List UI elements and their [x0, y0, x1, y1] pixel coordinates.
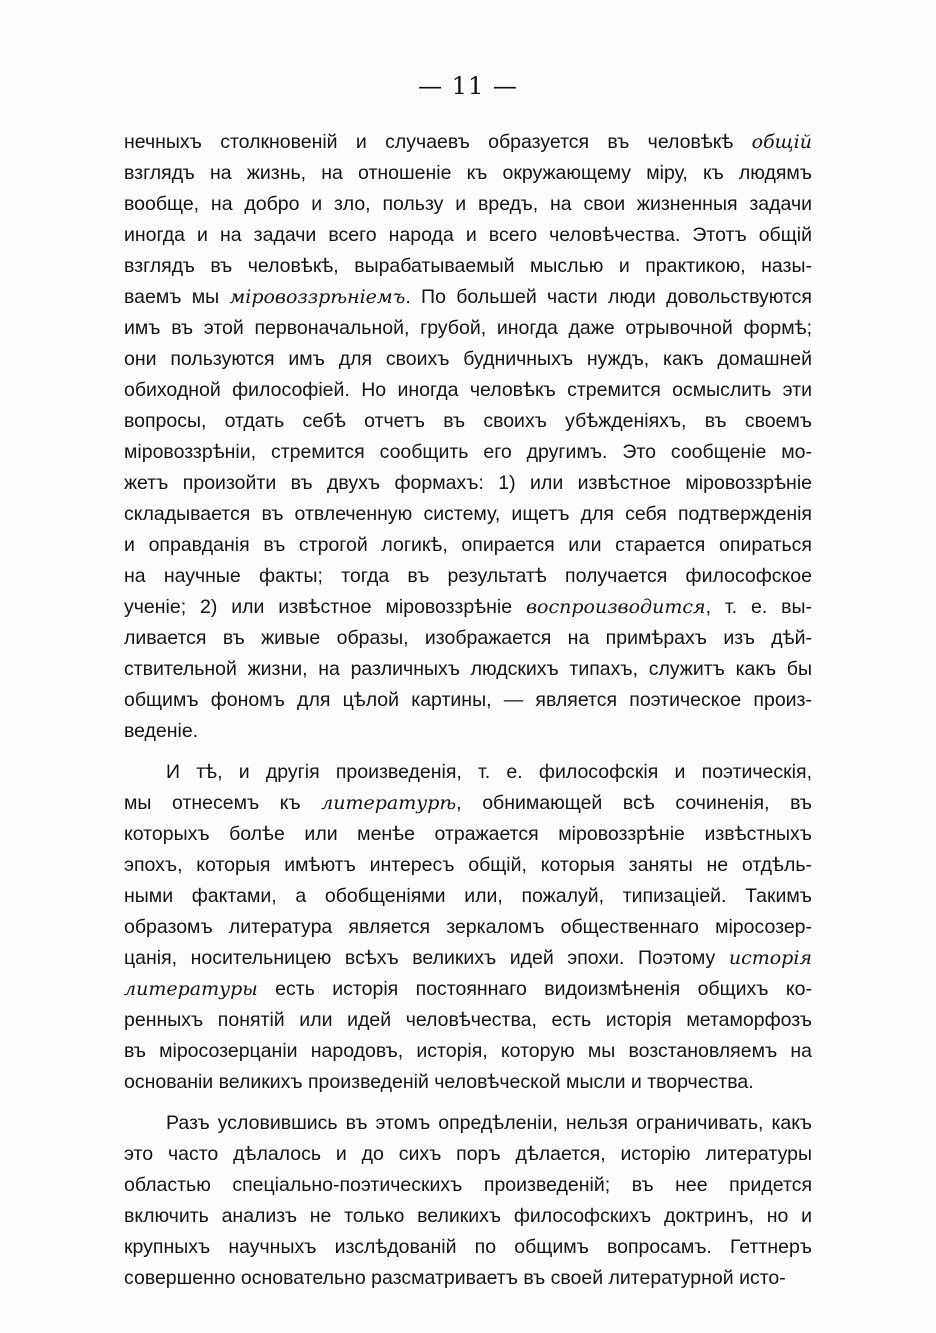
text-line	[124, 530, 812, 561]
text-line	[124, 1036, 812, 1067]
text-run: цанія, носительницею всѣхъ великихъ идей эпохи. Поэтому	[124, 947, 729, 969]
text-run: веденіе.	[124, 720, 199, 742]
text-line	[124, 375, 812, 406]
text-line	[124, 757, 812, 788]
text-run: вопросы, отдать себѣ отчетъ въ своихъ убѣжденіяхъ, въ своемъ	[124, 410, 812, 432]
text-line	[124, 1232, 812, 1263]
text-run: И тѣ, и другія произведенія, т. е. философскія и поэтическія,	[166, 761, 812, 783]
text-line	[124, 1170, 812, 1201]
text-line	[124, 974, 812, 1005]
text-run: взглядъ въ человѣкѣ, вырабатываемый мыслью и практикою, назы-	[124, 255, 812, 277]
text-run: , обнимающей всѣ сочиненія, въ	[456, 792, 812, 814]
text-run: Разъ условившись въ этомъ опредѣленіи, нельзя ограничивать, какъ	[166, 1112, 812, 1134]
text-run: міровоззрѣніи, стремится сообщить его другимъ. Это сообщеніе мо-	[124, 441, 812, 463]
text-run: включить анализъ не только великихъ философскихъ доктринъ, но и	[124, 1205, 812, 1227]
text-run: это часто дѣлалось и до сихъ поръ дѣлается, исторію литературы	[124, 1143, 812, 1165]
text-line	[124, 1067, 812, 1098]
text-run: ными фактами, а обобщеніями или, пожалуй, типизаціей. Такимъ	[124, 885, 812, 907]
text-run: эпохъ, которыя имѣютъ интересъ общій, которыя заняты не отдѣль-	[124, 854, 812, 876]
text-line	[124, 189, 812, 220]
text-run: вообще, на добро и зло, пользу и вредъ, на свои жизненныя задачи	[124, 193, 812, 215]
paragraph	[124, 757, 812, 1098]
text-run: совершенно основательно разсматриваетъ въ своей литературной исто-	[124, 1267, 786, 1289]
text-line	[124, 499, 812, 530]
text-line	[124, 1263, 812, 1294]
text-run: мы отнесемъ къ	[124, 792, 322, 814]
italic-term: міровоззрѣніемъ	[229, 286, 406, 308]
text-run: областью спеціально-поэтическихъ произведеній; въ нее придется	[124, 1174, 812, 1196]
text-run: ваемъ мы	[124, 286, 230, 308]
text-line	[124, 437, 812, 468]
text-line	[124, 654, 812, 685]
text-run: общимъ фономъ для цѣлой картины, — является поэтическое произ-	[124, 689, 812, 711]
text-line	[124, 406, 812, 437]
text-run: ренныхъ понятій или идей человѣчества, есть исторія метаморфозъ	[124, 1009, 812, 1031]
italic-term: воспроизводится	[525, 596, 706, 618]
text-run: которыхъ болѣе или менѣе отражается міровоззрѣніе извѣстныхъ	[124, 823, 812, 845]
text-line	[124, 282, 812, 313]
text-run: обиходной философіей. Но иногда человѣкъ стремится осмыслить эти	[124, 379, 812, 401]
text-line	[124, 561, 812, 592]
page-number: — 11 —	[418, 72, 518, 100]
text-line	[124, 850, 812, 881]
text-line	[124, 716, 812, 747]
text-line	[124, 220, 812, 251]
text-run: есть исторія постояннаго видоизмѣненія общихъ ко-	[257, 978, 812, 1000]
text-line	[124, 912, 812, 943]
text-run: крупныхъ научныхъ изслѣдованій по общимъ вопросамъ. Геттнеръ	[124, 1236, 812, 1258]
text-run: жетъ произойти въ двухъ формахъ: 1) или извѣстное міровоззрѣніе	[124, 472, 812, 494]
paragraph	[124, 127, 812, 747]
text-line	[124, 685, 812, 716]
italic-term: общій	[751, 131, 812, 153]
text-run: иногда и на задачи всего народа и всего человѣчества. Этотъ общій	[124, 224, 812, 246]
text-line	[124, 313, 812, 344]
text-run: въ міросозерцаніи народовъ, исторія, которую мы возстановляемъ на	[124, 1040, 812, 1062]
text-run: , т. е. вы-	[705, 596, 812, 618]
text-line	[124, 1108, 812, 1139]
text-run: ученіе; 2) или извѣстное міровоззрѣніе	[124, 596, 526, 618]
text-run: они пользуются имъ для своихъ будничныхъ нуждъ, какъ домашней	[124, 348, 812, 370]
text-run: основаніи великихъ произведеній человѣческой мысли и творчества.	[124, 1071, 754, 1093]
italic-term: литературѣ	[321, 792, 457, 814]
text-run: имъ въ этой первоначальной, грубой, иногда даже отрывочной формѣ;	[124, 317, 812, 339]
text-run: ливается въ живые образы, изображается на примѣрахъ изъ дѣй-	[124, 627, 812, 649]
text-line	[124, 158, 812, 189]
text-run: . По большей части люди довольствуются	[405, 286, 812, 308]
text-line	[124, 468, 812, 499]
text-line	[124, 1201, 812, 1232]
text-run: складывается въ отвлеченную систему, ищетъ для себя подтвержденія	[124, 503, 812, 525]
body-text	[124, 127, 812, 1294]
text-run: на научные факты; тогда въ результатѣ получается философское	[124, 565, 812, 587]
italic-term: литературы	[124, 978, 258, 1000]
text-run: и оправданія въ строгой логикѣ, опирается или старается опираться	[124, 534, 812, 556]
italic-term: исторія	[728, 947, 812, 969]
paragraph	[124, 1108, 812, 1294]
text-run: образомъ литература является зеркаломъ общественнаго міросозер-	[124, 916, 812, 938]
text-line	[124, 344, 812, 375]
text-line	[124, 623, 812, 654]
text-line	[124, 1005, 812, 1036]
text-line	[124, 943, 812, 974]
text-line	[124, 592, 812, 623]
text-run: взглядъ на жизнь, на отношеніе къ окружающему міру, къ людямъ	[124, 162, 812, 184]
text-line	[124, 788, 812, 819]
text-run: ствительной жизни, на различныхъ людскихъ типахъ, служитъ какъ бы	[124, 658, 812, 680]
text-line	[124, 1139, 812, 1170]
text-line	[124, 881, 812, 912]
text-line	[124, 127, 812, 158]
text-line	[124, 251, 812, 282]
text-run: нечныхъ столкновеній и случаевъ образуется въ человѣкѣ	[124, 131, 752, 153]
text-line	[124, 819, 812, 850]
